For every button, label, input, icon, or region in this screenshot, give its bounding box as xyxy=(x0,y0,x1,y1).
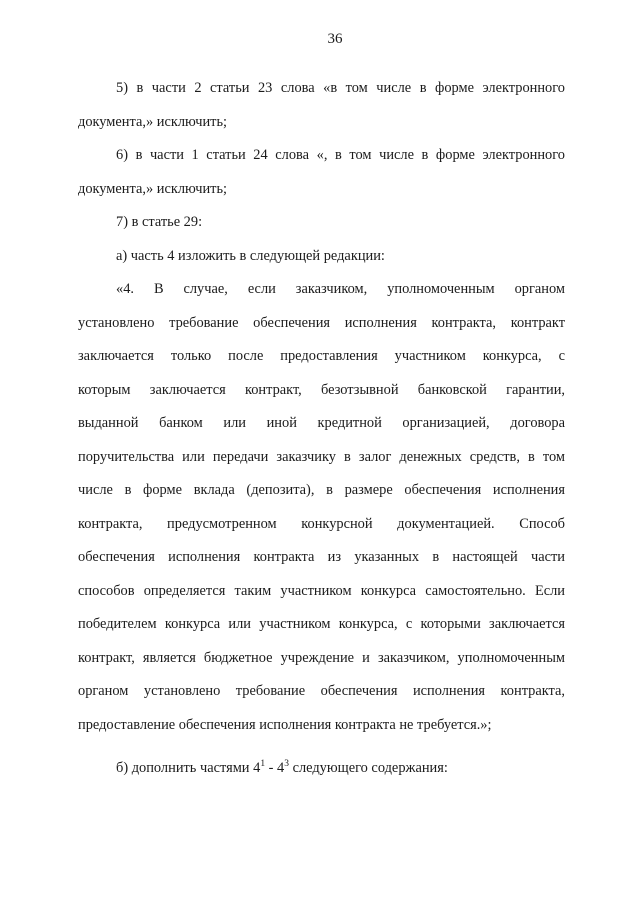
text-line: заключается только после предоставления участником конкурса, с xyxy=(78,348,565,364)
document-body xyxy=(78,72,565,786)
text-line: числе в форме вклада (депозита), в размере обеспечения исполнения xyxy=(78,482,565,498)
paragraph-part-4-new-wording xyxy=(78,273,565,742)
text-line: предоставление обеспечения исполнения контракта не требуется.»; xyxy=(78,716,492,733)
text-line: способов определяется таким участником конкурса самостоятельно. Если xyxy=(78,582,565,599)
text-line: документа,» исключить; xyxy=(78,113,228,130)
text-line: а) часть 4 изложить в следующей редакции: xyxy=(116,247,385,264)
text-run: - 4 xyxy=(265,760,285,776)
text-line xyxy=(78,752,565,786)
text-line: обеспечения исполнения контракта из указанных в настоящей части xyxy=(78,549,565,565)
paragraph-item-7-b xyxy=(78,752,565,786)
text-line: победителем конкурса или участником конкурса, с которыми заключается xyxy=(78,616,565,632)
paragraph-item-7-a xyxy=(78,240,565,274)
text-line: 7) в статье 29: xyxy=(116,214,203,230)
text-run: следующего содержания: xyxy=(289,760,448,776)
text-line: «4. В случае, если заказчиком, уполномоченным органом xyxy=(116,281,565,297)
text-line: которым заключается контракт, безотзывной банковской гарантии, xyxy=(78,381,565,398)
text-line: органом установлено требование обеспечения исполнения контракта, xyxy=(78,683,565,699)
page-number: 36 xyxy=(327,31,343,47)
paragraph-item-7 xyxy=(78,206,565,240)
text-line: установлено требование обеспечения исполнения контракта, контракт xyxy=(78,314,565,331)
paragraph-item-5 xyxy=(78,72,565,139)
text-line: документа,» исключить; xyxy=(78,180,228,197)
text-line: 6) в части 1 статьи 24 слова «, в том числе в форме электронного xyxy=(116,147,565,163)
text-line: поручительства или передачи заказчику в залог денежных средств, в том xyxy=(78,448,565,465)
text-run: б) дополнить частями 4 xyxy=(116,760,261,776)
text-line: 5) в части 2 статьи 23 слова «в том числе в форме электронного xyxy=(116,80,565,96)
paragraph-item-6 xyxy=(78,139,565,206)
text-line: контракт, является бюджетное учреждение и заказчиком, уполномоченным xyxy=(78,649,565,666)
text-line: выданной банком или иной кредитной организацией, договора xyxy=(78,415,565,431)
text-line: контракта, предусмотренном конкурсной документацией. Способ xyxy=(78,515,565,532)
superscript-3: 3 xyxy=(284,759,289,769)
superscript-1: 1 xyxy=(260,759,266,769)
